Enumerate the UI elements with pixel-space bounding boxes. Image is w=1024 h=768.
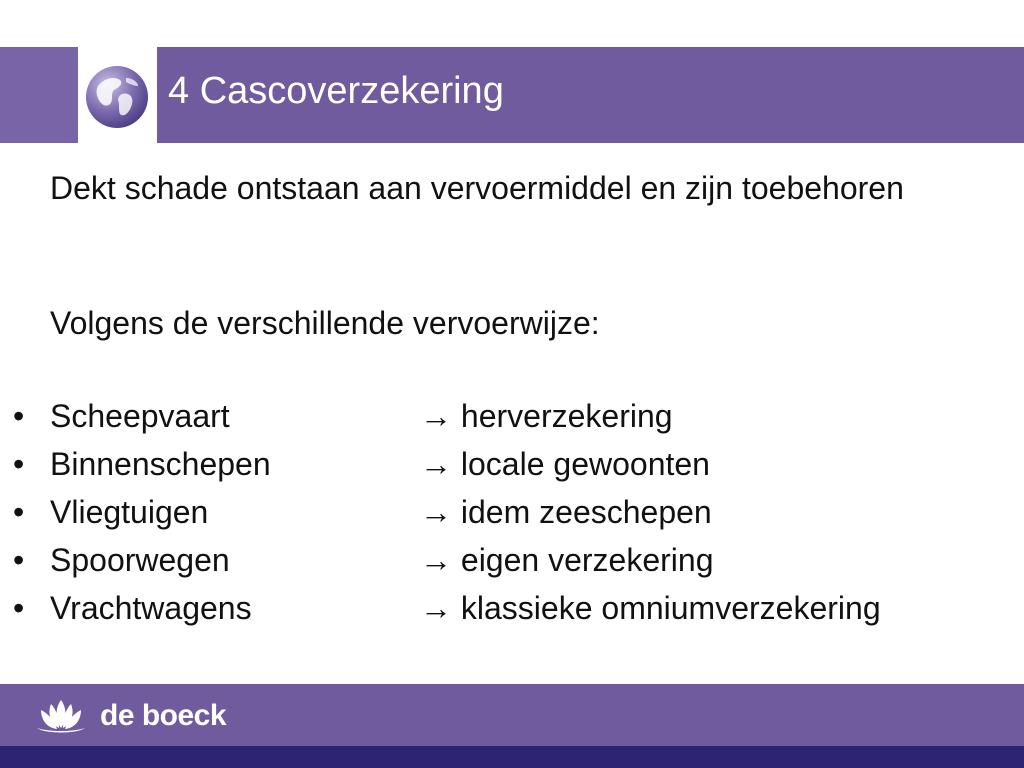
insurance-type: → idem zeeschepen xyxy=(420,494,712,530)
bullet-icon: • xyxy=(13,398,25,434)
description-text: Dekt schade ontstaan aan vervoermiddel en zijn toebehoren xyxy=(50,170,904,206)
title-bar-accent xyxy=(0,47,78,143)
bullet-icon: • xyxy=(13,590,25,626)
bullet-icon: • xyxy=(13,542,25,578)
globe-icon xyxy=(84,64,150,130)
insurance-type: → eigen verzekering xyxy=(420,542,714,578)
publisher-name: de boeck xyxy=(100,699,227,732)
slide-title: 4 Cascoverzekering xyxy=(168,70,504,112)
transport-mode: Vliegtuigen xyxy=(50,494,209,530)
lotus-logo-icon xyxy=(33,698,89,734)
transport-mode: Binnenschepen xyxy=(50,446,271,482)
footer-bottom-strip xyxy=(0,746,1024,768)
bullet-icon: • xyxy=(13,446,25,482)
transport-mode: Scheepvaart xyxy=(50,398,230,434)
insurance-type: → herverzekering xyxy=(420,398,673,434)
transport-mode: Spoorwegen xyxy=(50,542,230,578)
bullet-icon: • xyxy=(13,494,25,530)
transport-mode: Vrachtwagens xyxy=(50,590,252,626)
insurance-type: → klassieke omniumverzekering xyxy=(420,590,881,626)
insurance-type: → locale gewoonten xyxy=(420,446,710,482)
intro-text: Volgens de verschillende vervoerwijze: xyxy=(50,305,600,341)
